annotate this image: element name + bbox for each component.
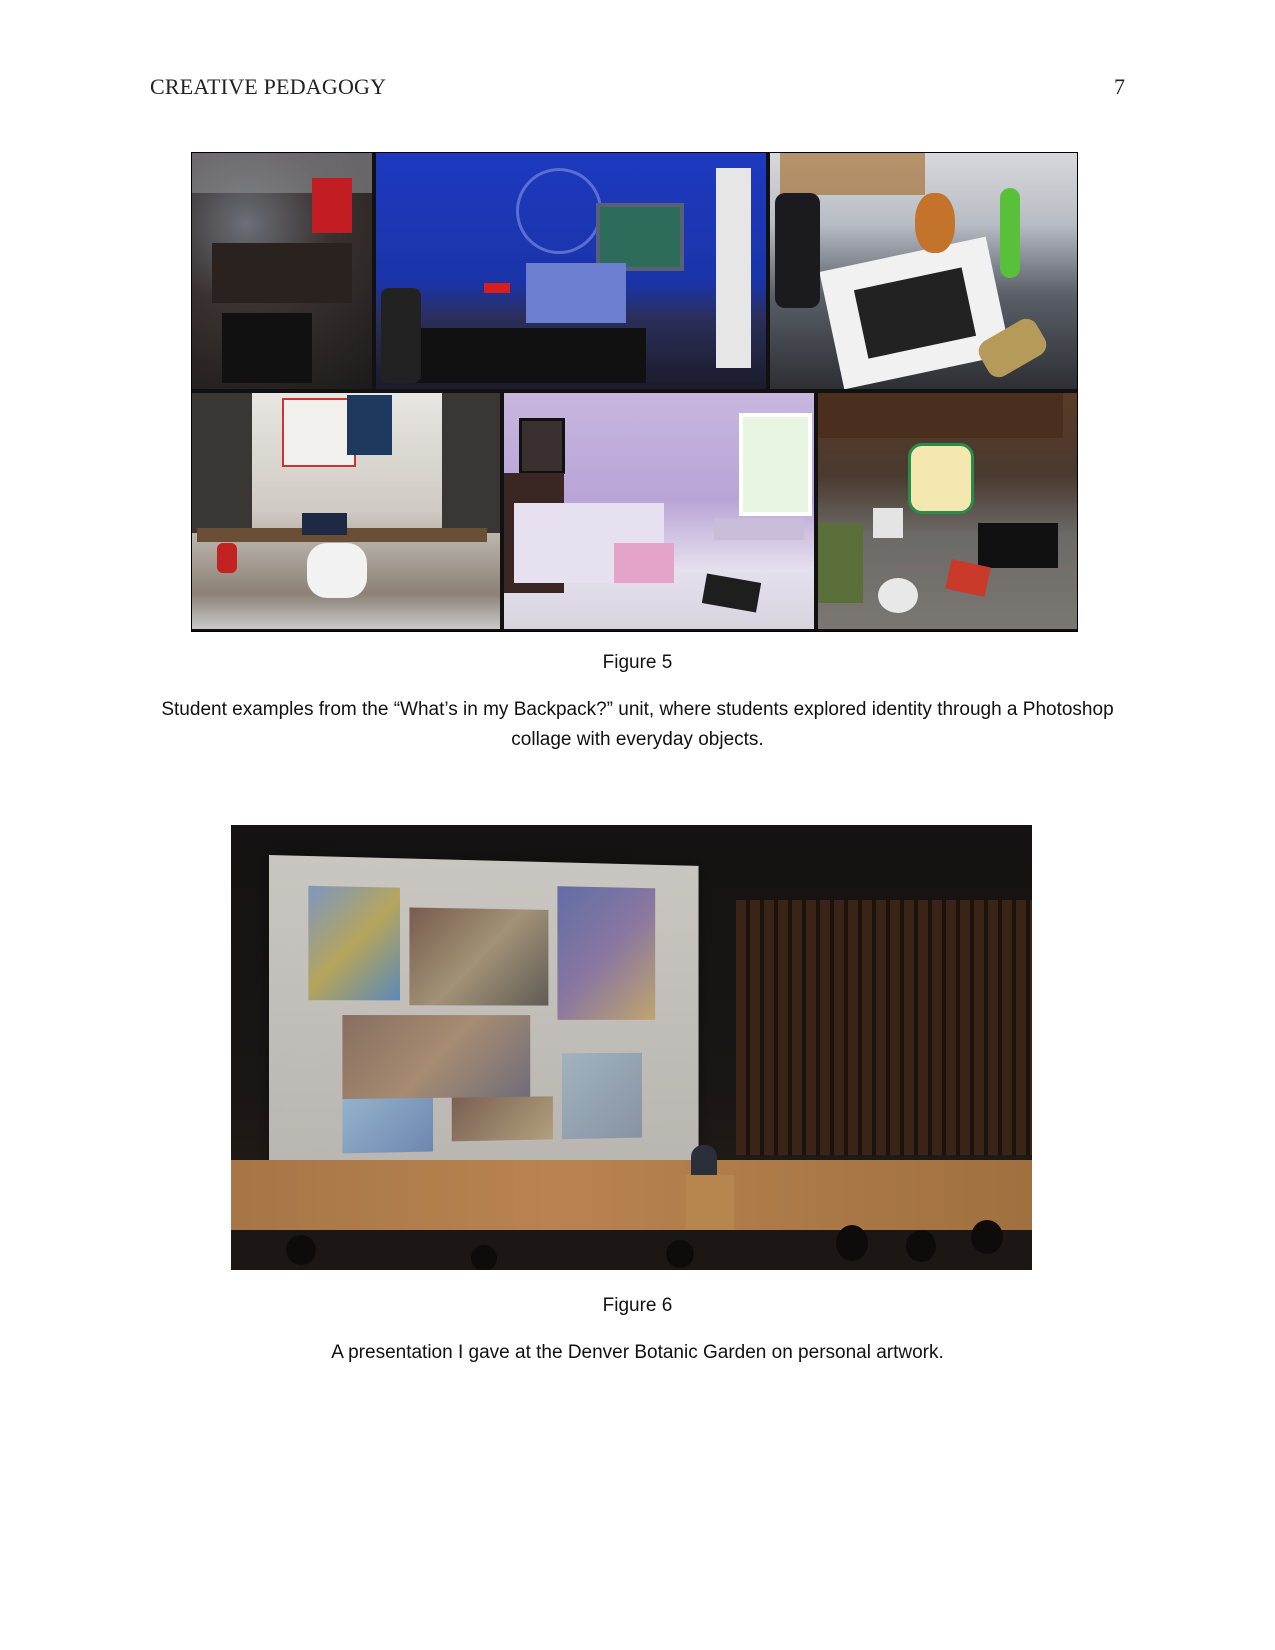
collage-panel-purple-bedroom (504, 393, 814, 629)
collage-panel-bedroom-desk (192, 153, 372, 389)
audience-head (471, 1245, 497, 1270)
figure-6-label: Figure 6 (602, 1295, 673, 1316)
page-number: 7 (1114, 74, 1125, 99)
collage-panel-car-guitar (770, 153, 1077, 389)
audience-head (666, 1240, 694, 1268)
collage-row-top (192, 153, 1077, 389)
figure-5-caption: Student examples from the “What’s in my Backpack?” unit, where students explored identity through a Photoshop collage with everyday objects. (161, 699, 1114, 750)
wooden-slat-wall (736, 900, 1032, 1155)
presenter (691, 1145, 717, 1177)
collage-row-bottom (192, 393, 1077, 629)
figure-6-caption: A presentation I gave at the Denver Botanic Garden on personal artwork. (331, 1342, 944, 1363)
audience-head (906, 1230, 936, 1262)
figure-6-photo (231, 825, 1032, 1270)
projection-screen (269, 855, 699, 1180)
wooden-stage-wall (231, 1160, 1032, 1232)
audience-head (971, 1220, 1003, 1254)
figure-5-collage (191, 152, 1078, 632)
collage-panel-home-office (192, 393, 500, 629)
figure-5-label: Figure 5 (602, 652, 673, 673)
audience-head (286, 1235, 316, 1265)
running-head: CREATIVE PEDAGOGY (150, 74, 387, 99)
collage-panel-blue-room (376, 153, 766, 389)
audience-head (836, 1225, 868, 1261)
collage-panel-hello-kitty (818, 393, 1077, 629)
